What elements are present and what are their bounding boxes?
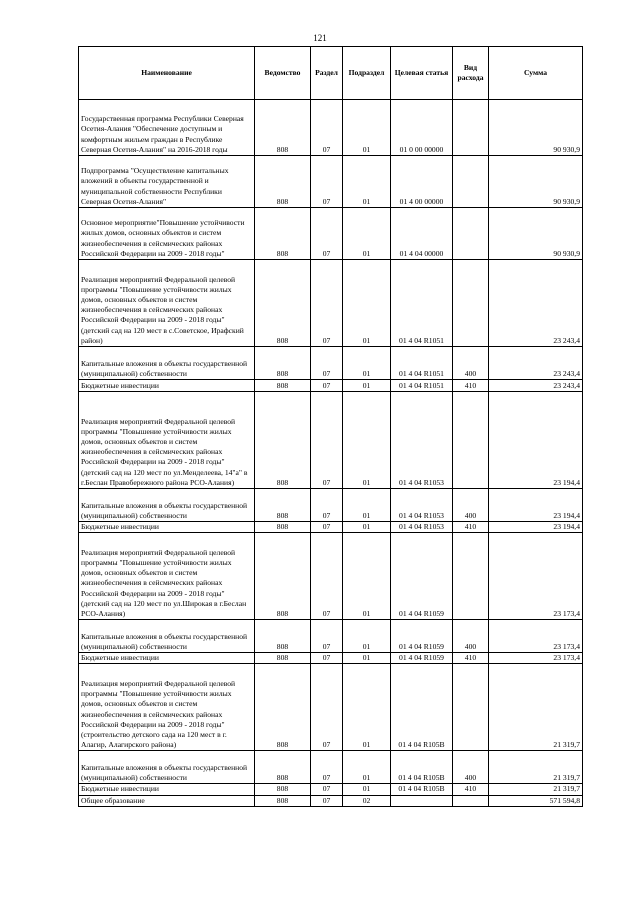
header-name: Наименование xyxy=(79,47,255,100)
table-row xyxy=(79,664,583,751)
row-razdel: 07 xyxy=(311,392,343,489)
row-podrazdel: 01 xyxy=(343,260,391,347)
row-razdel: 07 xyxy=(311,489,343,522)
row-target-article: 01 4 04 R105В xyxy=(391,664,453,751)
row-expense-type: 410 xyxy=(453,784,489,795)
row-razdel: 07 xyxy=(311,380,343,392)
table-row xyxy=(79,522,583,533)
row-target-article: 01 4 04 R1059 xyxy=(391,620,453,653)
row-sum: 21 319,7 xyxy=(489,784,583,795)
row-podrazdel: 01 xyxy=(343,380,391,392)
row-vedomstvo: 808 xyxy=(255,533,311,620)
row-sum: 23 173,4 xyxy=(489,533,583,620)
row-sum: 90 930,9 xyxy=(489,156,583,208)
row-sum: 23 173,4 xyxy=(489,653,583,664)
row-expense-type xyxy=(453,100,489,156)
row-name: Бюджетные инвестиции xyxy=(79,784,255,795)
row-target-article: 01 4 04 R1051 xyxy=(391,347,453,380)
row-expense-type: 400 xyxy=(453,347,489,380)
row-podrazdel: 01 xyxy=(343,522,391,533)
row-expense-type: 410 xyxy=(453,380,489,392)
row-target-article xyxy=(391,795,453,806)
table-header-row xyxy=(79,47,583,100)
row-target-article: 01 4 04 R1053 xyxy=(391,392,453,489)
row-podrazdel: 02 xyxy=(343,795,391,806)
row-sum: 90 930,9 xyxy=(489,208,583,260)
header-podrazdel: Подраздел xyxy=(343,47,391,100)
table-row xyxy=(79,620,583,653)
row-vedomstvo: 808 xyxy=(255,522,311,533)
row-sum: 23 243,4 xyxy=(489,260,583,347)
budget-table xyxy=(78,46,583,807)
row-razdel: 07 xyxy=(311,208,343,260)
table-row xyxy=(79,100,583,156)
row-expense-type xyxy=(453,664,489,751)
table-row xyxy=(79,208,583,260)
row-name: Подпрограмма "Осуществление капитальных вложений в объекты государственной и муниципальной собственности Республики Северная Осетия-Алания" xyxy=(79,156,255,208)
row-podrazdel: 01 xyxy=(343,784,391,795)
row-target-article: 01 4 04 00000 xyxy=(391,208,453,260)
row-target-article: 01 4 04 R1053 xyxy=(391,522,453,533)
row-expense-type: 410 xyxy=(453,522,489,533)
table-row xyxy=(79,392,583,489)
row-vedomstvo: 808 xyxy=(255,347,311,380)
header-sum: Сумма xyxy=(489,47,583,100)
table-row xyxy=(79,751,583,784)
row-target-article: 01 4 04 R1053 xyxy=(391,489,453,522)
row-name: Капитальные вложения в объекты государственной (муниципальной) собственности xyxy=(79,620,255,653)
row-name: Реализация мероприятий Федеральной целевой программы "Повышение устойчивости жилых домов, основных объектов и систем жизнеобеспечения в сейсмических районах Российской Федерации на 2009 - 2018 годы" (детский сад на 120 мест по ул.Широкая в г.Беслан РСО-Алания) xyxy=(79,533,255,620)
row-razdel: 07 xyxy=(311,751,343,784)
row-name: Бюджетные инвестиции xyxy=(79,522,255,533)
header-vedomstvo: Ведомство xyxy=(255,47,311,100)
row-name: Общее образование xyxy=(79,795,255,806)
row-vedomstvo: 808 xyxy=(255,489,311,522)
row-target-article: 01 4 04 R1051 xyxy=(391,380,453,392)
row-sum: 23 173,4 xyxy=(489,620,583,653)
row-vedomstvo: 808 xyxy=(255,664,311,751)
row-podrazdel: 01 xyxy=(343,208,391,260)
row-razdel: 07 xyxy=(311,100,343,156)
table-row xyxy=(79,653,583,664)
row-razdel: 07 xyxy=(311,260,343,347)
row-name: Капитальные вложения в объекты государственной (муниципальной) собственности xyxy=(79,489,255,522)
row-expense-type xyxy=(453,260,489,347)
row-vedomstvo: 808 xyxy=(255,784,311,795)
table-body xyxy=(79,100,583,807)
row-podrazdel: 01 xyxy=(343,100,391,156)
row-razdel: 07 xyxy=(311,653,343,664)
row-target-article: 01 4 04 R1059 xyxy=(391,653,453,664)
row-vedomstvo: 808 xyxy=(255,751,311,784)
row-sum: 23 243,4 xyxy=(489,347,583,380)
row-sum: 23 243,4 xyxy=(489,380,583,392)
row-vedomstvo: 808 xyxy=(255,380,311,392)
row-vedomstvo: 808 xyxy=(255,208,311,260)
row-sum: 21 319,7 xyxy=(489,751,583,784)
row-razdel: 07 xyxy=(311,156,343,208)
table-row xyxy=(79,347,583,380)
row-expense-type xyxy=(453,533,489,620)
row-razdel: 07 xyxy=(311,533,343,620)
row-expense-type: 400 xyxy=(453,489,489,522)
row-podrazdel: 01 xyxy=(343,347,391,380)
row-podrazdel: 01 xyxy=(343,664,391,751)
row-target-article: 01 4 04 R1051 xyxy=(391,260,453,347)
row-name: Реализация мероприятий Федеральной целевой программы "Повышение устойчивости жилых домов, основных объектов и систем жизнеобеспечения в сейсмических районах Российской Федерации на 2009 - 2018 годы" (детский сад на 120 мест по ул.Менделеева, 14"а" в г.Беслан Правобережного района РСО-Алания) xyxy=(79,392,255,489)
row-target-article: 01 0 00 00000 xyxy=(391,100,453,156)
header-target-article: Целевая статья xyxy=(391,47,453,100)
page-number: 121 xyxy=(313,33,327,43)
row-name: Реализация мероприятий Федеральной целевой программы "Повышение устойчивости жилых домов, основных объектов и систем жизнеобеспечения в сейсмических районах Российской Федерации на 2009 - 2018 годы" (детский сад на 120 мест в с.Советское, Ирафский район) xyxy=(79,260,255,347)
header-razdel: Раздел xyxy=(311,47,343,100)
table-row xyxy=(79,156,583,208)
row-sum: 21 319,7 xyxy=(489,664,583,751)
row-target-article: 01 4 04 R1059 xyxy=(391,533,453,620)
row-razdel: 07 xyxy=(311,522,343,533)
row-podrazdel: 01 xyxy=(343,653,391,664)
table-row xyxy=(79,380,583,392)
row-podrazdel: 01 xyxy=(343,620,391,653)
row-razdel: 07 xyxy=(311,784,343,795)
row-expense-type xyxy=(453,156,489,208)
header-expense-type: Вид расхода xyxy=(453,47,489,100)
row-name: Бюджетные инвестиции xyxy=(79,653,255,664)
row-name: Капитальные вложения в объекты государственной (муниципальной) собственности xyxy=(79,751,255,784)
row-expense-type xyxy=(453,392,489,489)
table-row xyxy=(79,533,583,620)
row-podrazdel: 01 xyxy=(343,392,391,489)
table-row xyxy=(79,489,583,522)
row-vedomstvo: 808 xyxy=(255,100,311,156)
row-vedomstvo: 808 xyxy=(255,260,311,347)
row-name: Реализация мероприятий Федеральной целевой программы "Повышение устойчивости жилых домов, основных объектов и систем жизнеобеспечения в сейсмических районах Российской Федерации на 2009 - 2018 годы" (строительство детского сада на 120 мест в г. Алагир, Алагирского района) xyxy=(79,664,255,751)
row-target-article: 01 4 04 R105В xyxy=(391,751,453,784)
row-vedomstvo: 808 xyxy=(255,156,311,208)
row-name: Государственная программа Республики Северная Осетия-Алания "Обеспечение доступным и комфортным жильем граждан в Республике Северная Осетия-Алания" на 2016-2018 годы xyxy=(79,100,255,156)
row-razdel: 07 xyxy=(311,347,343,380)
row-podrazdel: 01 xyxy=(343,751,391,784)
row-name: Основное мероприятие"Повышение устойчивости жилых домов, основных объектов и систем жизнеобеспечения в сейсмических районах Российской Федерации на 2009 - 2018 годы" xyxy=(79,208,255,260)
row-podrazdel: 01 xyxy=(343,156,391,208)
row-vedomstvo: 808 xyxy=(255,392,311,489)
row-target-article: 01 4 04 R105В xyxy=(391,784,453,795)
row-razdel: 07 xyxy=(311,664,343,751)
row-target-article: 01 4 00 00000 xyxy=(391,156,453,208)
row-podrazdel: 01 xyxy=(343,533,391,620)
table-row xyxy=(79,795,583,806)
table-row xyxy=(79,260,583,347)
row-podrazdel: 01 xyxy=(343,489,391,522)
table-row xyxy=(79,784,583,795)
row-expense-type: 400 xyxy=(453,751,489,784)
row-expense-type: 410 xyxy=(453,653,489,664)
row-sum: 571 594,8 xyxy=(489,795,583,806)
row-sum: 23 194,4 xyxy=(489,392,583,489)
row-expense-type xyxy=(453,795,489,806)
row-expense-type xyxy=(453,208,489,260)
row-razdel: 07 xyxy=(311,620,343,653)
row-sum: 23 194,4 xyxy=(489,489,583,522)
row-razdel: 07 xyxy=(311,795,343,806)
row-name: Капитальные вложения в объекты государственной (муниципальной) собственности xyxy=(79,347,255,380)
row-sum: 23 194,4 xyxy=(489,522,583,533)
row-sum: 90 930,9 xyxy=(489,100,583,156)
row-vedomstvo: 808 xyxy=(255,620,311,653)
row-expense-type: 400 xyxy=(453,620,489,653)
row-vedomstvo: 808 xyxy=(255,795,311,806)
row-vedomstvo: 808 xyxy=(255,653,311,664)
row-name: Бюджетные инвестиции xyxy=(79,380,255,392)
